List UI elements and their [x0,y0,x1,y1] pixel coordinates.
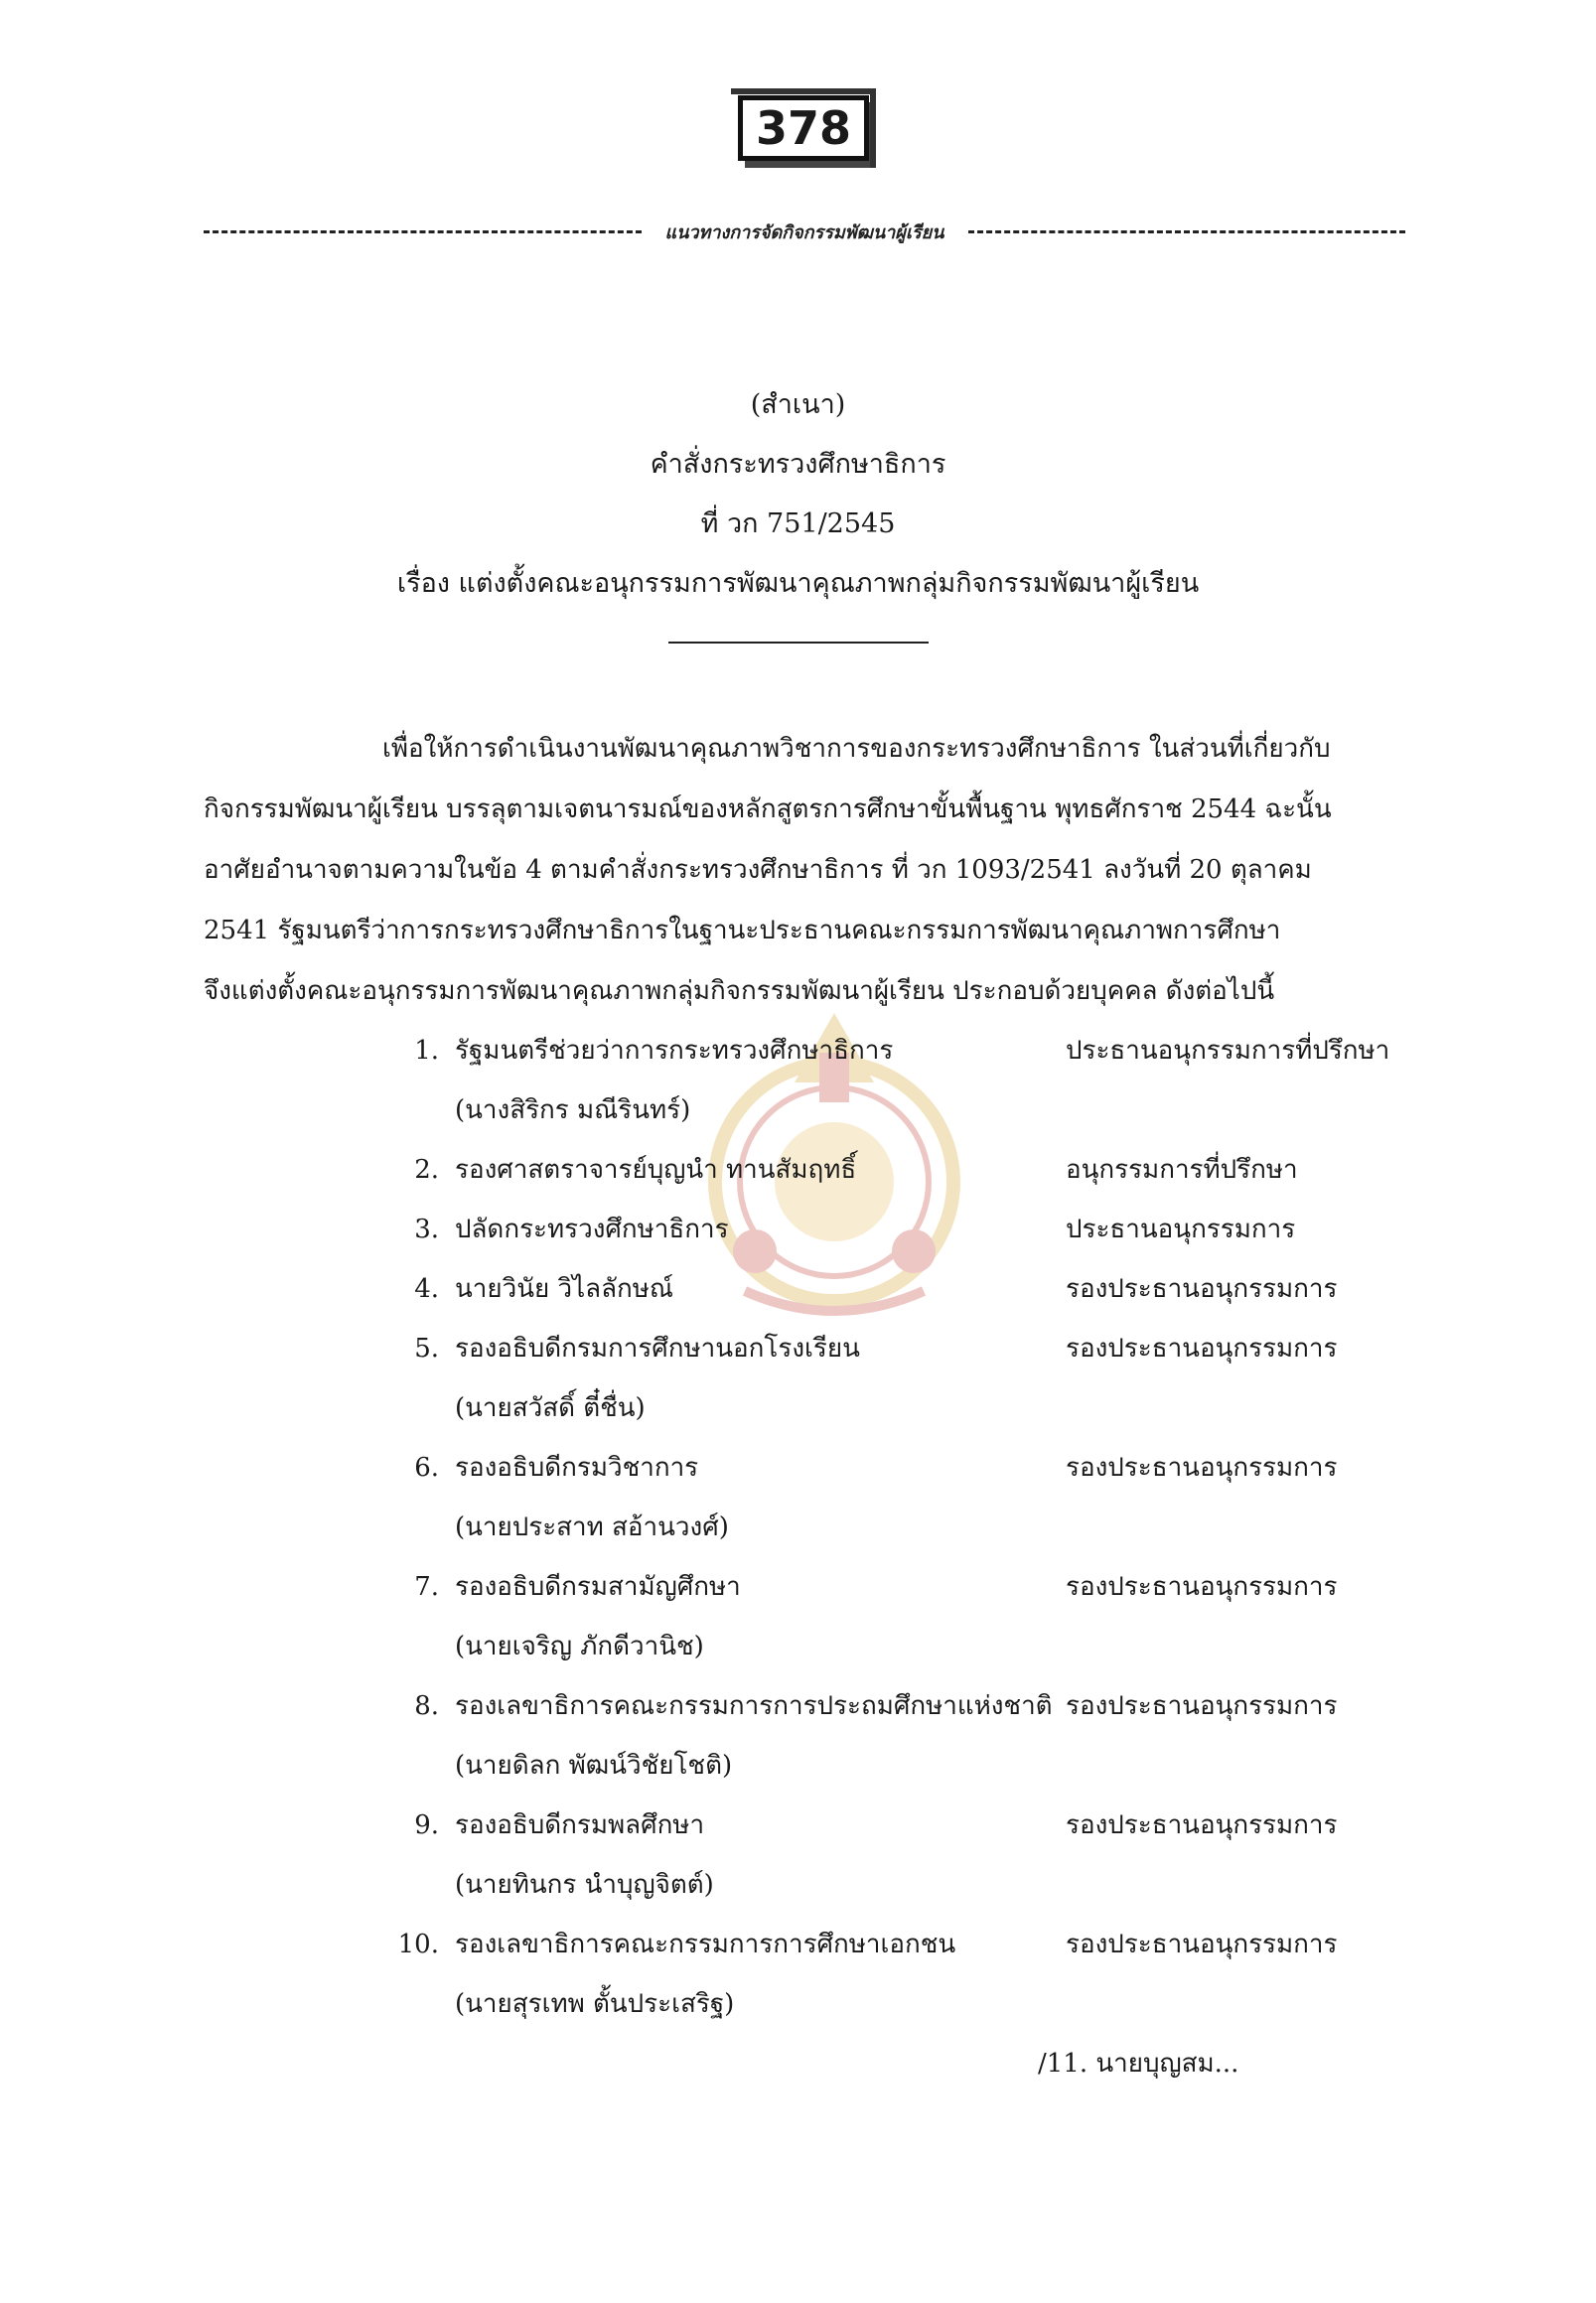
order-subject: เรื่อง แต่งตั้งคณะอนุกรรมการพัฒนาคุณภาพกลุ่มกิจกรรมพัฒนาผู้เรียน [396,568,1200,599]
body-line: เพื่อให้การดำเนินงานพัฒนาคุณภาพวิชาการของกระทรวงศึกษาธิการ ในส่วนที่เกี่ยวกับ [382,734,1331,764]
order-body [204,719,1395,1022]
member-position: รองอธิบดีกรมสามัญศึกษา [455,1572,741,1602]
member-position: รัฐมนตรีช่วยว่าการกระทรวงศึกษาธิการ [455,1036,894,1066]
member-position: รองเลขาธิการคณะกรรมการการศึกษาเอกชน [455,1930,956,1959]
member-person: (นางสิริกร มณีรินทร์) [455,1095,691,1125]
member-item: 1. รัฐมนตรีช่วยว่าการกระทรวงศึกษาธิการ (นางสิริกร มณีรินทร์) ประธานอนุกรรมการที่ปรึกษา [387,1021,1420,1140]
member-position: ปลัดกระทรวงศึกษาธิการ [455,1215,729,1244]
member-item: 7. รองอธิบดีกรมสามัญศึกษา (นายเจริญ ภักดีวานิช) รองประธานอนุกรรมการ [387,1557,1420,1676]
running-header-text: แนวทางการจัดกิจกรรมพัฒนาผู้เรียน [664,221,944,243]
member-role: รองประธานอนุกรรมการ [1066,1930,1338,1959]
continuation-marker: /11. นายบุญสม... [1038,2049,1239,2079]
member-position: รองเลขาธิการคณะกรรมการการประถมศึกษาแห่งชาติ [455,1691,1053,1721]
member-role: รองประธานอนุกรรมการ [1066,1691,1338,1721]
member-position: รองอธิบดีกรมวิชาการ [455,1453,699,1483]
member-person: (นายทินกร นำบุญจิตต์) [455,1870,714,1900]
member-role: รองประธานอนุกรรมการ [1066,1810,1338,1840]
member-item: 10. รองเลขาธิการคณะกรรมการการศึกษาเอกชน (นายสุรเทพ ตั้นประเสริฐ) รองประธานอนุกรรมการ [387,1915,1420,2034]
body-line: จึงแต่งตั้งคณะอนุกรรมการพัฒนาคุณภาพกลุ่มกิจกรรมพัฒนาผู้เรียน ประกอบด้วยบุคคล ดังต่อไปนี้ [204,976,1275,1006]
member-item: 5. รองอธิบดีกรมการศึกษานอกโรงเรียน (นายสวัสดิ์ ตี๋ชื่น) รองประธานอนุกรรมการ [387,1319,1420,1438]
page-number-box: 378 [738,95,869,161]
member-person: (นายประสาท สอ้านวงศ์) [455,1512,729,1542]
member-role: รองประธานอนุกรรมการ [1066,1334,1338,1364]
member-item: 4. นายวินัย วิไลลักษณ์ รองประธานอนุกรรมการ [387,1259,1420,1319]
order-heading: คำสั่งกระทรวงศึกษาธิการ [650,449,946,480]
body-line: อาศัยอำนาจตามความในข้อ 4 ตามคำสั่งกระทรวงศึกษาธิการ ที่ วก 1093/2541 ลงวันที่ 20 ตุลาคม [204,855,1312,885]
member-position: นายวินัย วิไลลักษณ์ [455,1274,674,1304]
member-position: รองอธิบดีกรมการศึกษานอกโรงเรียน [455,1334,860,1364]
body-line: 2541 รัฐมนตรีว่าการกระทรวงศึกษาธิการในฐานะประธานคณะกรรมการพัฒนาคุณภาพการศึกษา [204,916,1281,945]
member-item: 9. รองอธิบดีกรมพลศึกษา (นายทินกร นำบุญจิตต์) รองประธานอนุกรรมการ [387,1796,1420,1915]
member-person: (นายเจริญ ภักดีวานิช) [455,1632,704,1661]
member-person: (นายสวัสดิ์ ตี๋ชื่น) [455,1393,646,1423]
member-role: อนุกรรมการที่ปรึกษา [1066,1155,1298,1185]
member-role: รองประธานอนุกรรมการ [1066,1274,1338,1304]
member-role: รองประธานอนุกรรมการ [1066,1572,1338,1602]
member-item: 6. รองอธิบดีกรมวิชาการ (นายประสาท สอ้านวงศ์) รองประธานอนุกรรมการ [387,1438,1420,1557]
body-line: กิจกรรมพัฒนาผู้เรียน บรรลุตามเจตนารมณ์ของหลักสูตรการศึกษาขั้นพื้นฐาน พุทธศักราช 2544 ฉะนั้น [204,794,1332,824]
member-role: รองประธานอนุกรรมการ [1066,1453,1338,1483]
member-role: ประธานอนุกรรมการ [1066,1215,1296,1244]
member-position: รองศาสตราจารย์บุญนำ ทานสัมฤทธิ์ [455,1155,857,1185]
copy-label: (สำเนา) [750,389,846,420]
member-item: 2. รองศาสตราจารย์บุญนำ ทานสัมฤทธิ์ อนุกรรมการที่ปรึกษา [387,1140,1420,1200]
order-title-block [0,375,1596,614]
header-rule-right [968,230,1406,233]
running-header [204,221,1405,241]
header-rule-left [204,230,642,233]
member-person: (นายสุรเทพ ตั้นประเสริฐ) [455,1989,735,2019]
member-item: 3. ปลัดกระทรวงศึกษาธิการ ประธานอนุกรรมการ [387,1200,1420,1259]
order-number: ที่ วก 751/2545 [700,508,896,539]
member-position: รองอธิบดีกรมพลศึกษา [455,1810,705,1840]
member-person: (นายดิลก พัฒน์วิชัยโชติ) [455,1751,733,1781]
member-role: ประธานอนุกรรมการที่ปรึกษา [1066,1036,1390,1066]
title-divider [668,642,929,644]
member-item: 8. รองเลขาธิการคณะกรรมการการประถมศึกษาแห่งชาติ (นายดิลก พัฒน์วิชัยโชติ) รองประธานอนุกรรมการ [387,1676,1420,1796]
committee-member-list [387,1021,1420,2034]
